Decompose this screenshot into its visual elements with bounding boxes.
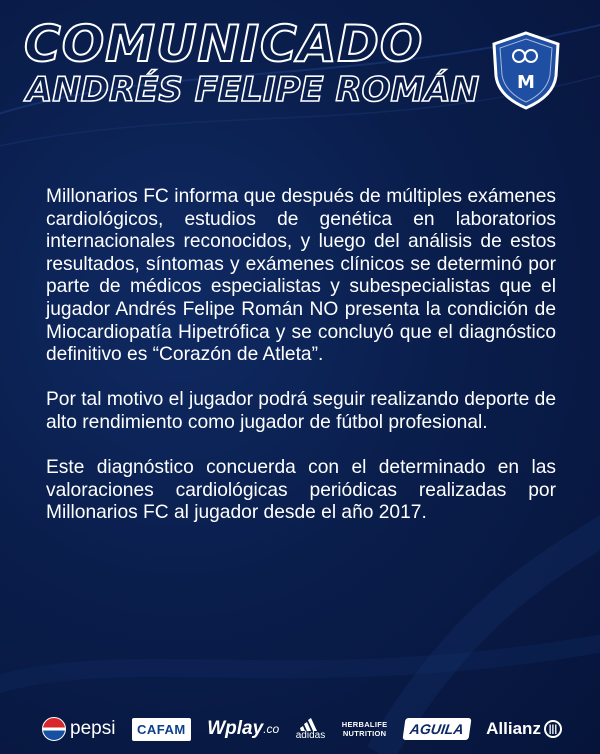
wplay-logo: Wplay .co [207,718,280,739]
announcement-body [46,186,556,548]
pepsi-globe-icon [42,717,66,741]
herbalife-logo: HERBALIFE NUTRITION [341,720,388,738]
allianz-logo: Allianz ||| [486,719,562,739]
header-title-block [24,15,484,110]
sponsor-bar [42,712,562,746]
body-paragraph: Millonarios FC informa que después de múltiples exámenes cardiológicos, estudios de genética en laboratorios internacionales reconocidos, y luego del análisis de estos resultados, síntomas y exámenes clínicos se determinó por parte de médicos especialistas y subespecialistas que el jugador Andrés Felipe Román NO presenta la condición de Miocardiopatía Hipetrófica y se concluyó que el diagnóstico definitivo es “Corazón de Atleta”. [46,186,556,366]
adidas-logo: adidas [296,717,325,741]
page-subtitle: ANDRÉS FELIPE ROMÁN [26,70,480,110]
cafam-logo: CAFAM [132,718,191,741]
body-paragraph: Por tal motivo el jugador podrá seguir realizando deporte de alto rendimiento como jugador de fútbol profesional. [46,389,556,433]
body-paragraph: Este diagnóstico concuerda con el determinado en las valoraciones cardiológicas periódicas realizadas por Millonarios FC al jugador desde el año 2017. [46,457,556,524]
page-title: COMUNICADO [24,15,424,73]
millonarios-crest-icon [488,30,564,110]
pepsi-logo: pepsi [42,717,115,741]
crest-monogram: M [517,72,535,93]
adidas-stripes-icon [300,717,320,731]
aguila-logo: AGUILA [402,718,471,740]
allianz-eagle-icon: ||| [544,720,562,738]
